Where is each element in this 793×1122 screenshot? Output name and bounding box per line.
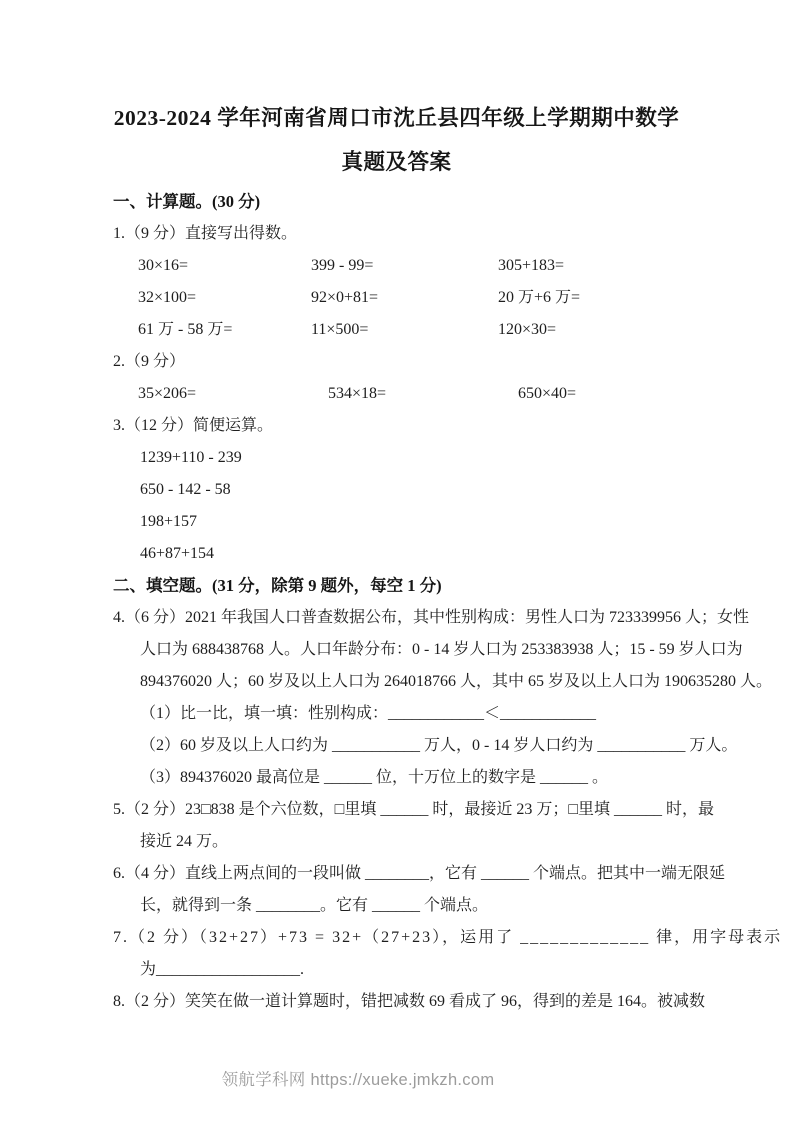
equation-cell: 30×16= xyxy=(138,257,189,274)
question-2-label: 2.（9 分） xyxy=(113,353,186,370)
equation-cell: 92×0+81= xyxy=(311,289,379,306)
q3-expression-4: 46+87+154 xyxy=(140,545,215,562)
equation-cell: 120×30= xyxy=(498,321,557,338)
document-title-line2: 真题及答案 xyxy=(341,150,452,174)
q1-equation-row-3 xyxy=(113,314,713,346)
footer-watermark: 领航学科网 https://xueke.jmkzh.com xyxy=(221,1071,495,1089)
equation-cell: 534×18= xyxy=(328,385,387,402)
question-5-line-2: 接近 24 万。 xyxy=(140,833,229,850)
section1-heading: 一、计算题。(30 分) xyxy=(113,192,261,211)
question-5-line-1: 5.（2 分）23□838 是个六位数，□里填 ______ 时，最接近 23 万；□里填 ______ 时，最 xyxy=(113,801,714,818)
q1-equation-row-1 xyxy=(113,250,713,282)
equation-cell: 399 - 99= xyxy=(311,257,374,274)
equation-cell: 305+183= xyxy=(498,257,565,274)
q3-expression-3: 198+157 xyxy=(140,513,198,530)
question-3-label: 3.（12 分）简便运算。 xyxy=(113,417,274,434)
question-6-line-2: 长，就得到一条 ________。它有 ______ 个端点。 xyxy=(140,897,489,914)
question-4-subitem-3: （3）894376020 最高位是 ______ 位，十万位上的数字是 ______ 。 xyxy=(140,769,609,786)
equation-cell: 61 万 - 58 万= xyxy=(138,321,233,338)
equation-cell: 20 万+6 万= xyxy=(498,289,581,306)
document-body xyxy=(113,186,783,1018)
equation-cell: 35×206= xyxy=(138,385,197,402)
question-4-line-1: 4.（6 分）2021 年我国人口普查数据公布，其中性别构成：男性人口为 723339956 人；女性 xyxy=(113,609,750,626)
question-8-line-1: 8.（2 分）笑笑在做一道计算题时，错把减数 69 看成了 96，得到的差是 164。被减数 xyxy=(113,993,706,1010)
q1-equation-row-2 xyxy=(113,282,713,314)
question-4-subitem-1: （1）比一比，填一填：性别构成：____________＜____________ xyxy=(140,705,597,722)
equation-cell: 11×500= xyxy=(311,321,369,338)
question-1-label: 1.（9 分）直接写出得数。 xyxy=(113,225,298,242)
q2-equation-row-1 xyxy=(113,378,713,410)
question-4-line-3: 894376020 人；60 岁及以上人口为 264018766 人，其中 65 岁及以上人口为 190635280 人。 xyxy=(140,673,773,690)
section2-heading: 二、填空题。(31 分，除第 9 题外，每空 1 分) xyxy=(113,576,442,595)
document-title-line1: 2023-2024 学年河南省周口市沈丘县四年级上学期期中数学 xyxy=(113,106,680,130)
q3-expression-1: 1239+110 - 239 xyxy=(140,449,242,466)
question-4-subitem-2: （2）60 岁及以上人口约为 ___________ 万人，0 - 14 岁人口约为 ___________ 万人。 xyxy=(140,737,738,754)
q3-expression-2: 650 - 142 - 58 xyxy=(140,481,231,498)
question-7-line-2: 为__________________. xyxy=(140,961,305,978)
question-6-line-1: 6.（4 分）直线上两点间的一段叫做 ________，它有 ______ 个端点。把其中一端无限延 xyxy=(113,865,726,882)
question-7-line-1: 7.（2 分）（32+27）+73 = 32+（27+23），运用了 _____________ 律，用字母表示 xyxy=(113,929,783,946)
equation-cell: 650×40= xyxy=(518,385,577,402)
equation-cell: 32×100= xyxy=(138,289,197,306)
question-4-line-2: 人口为 688438768 人。人口年龄分布：0 - 14 岁人口为 253383938 人；15 - 59 岁人口为 xyxy=(140,641,743,658)
document-title xyxy=(0,96,793,184)
